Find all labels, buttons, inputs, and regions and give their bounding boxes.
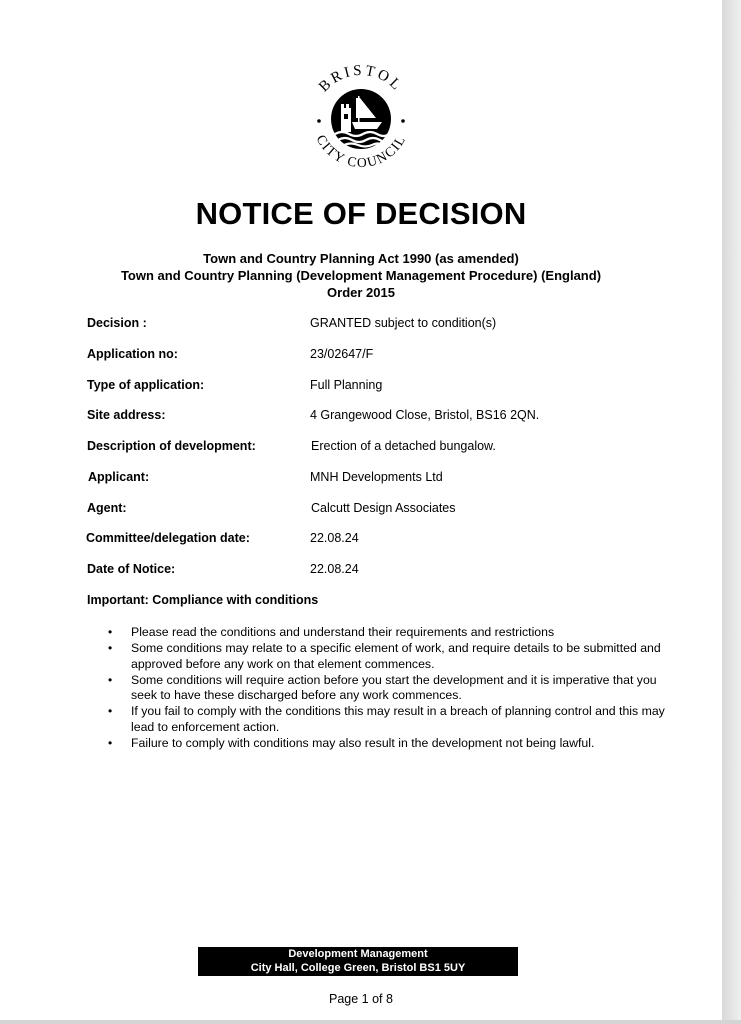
- decision-value: GRANTED subject to condition(s): [310, 316, 497, 330]
- footer-department: Development Management: [288, 948, 428, 960]
- application-type-value: Full Planning: [310, 378, 383, 392]
- decision-label: Decision :: [87, 316, 147, 330]
- committee-date-label: Committee/delegation date:: [86, 531, 250, 545]
- footer-address: City Hall, College Green, Bristol BS1 5UY: [250, 961, 466, 974]
- legislation-subtitle: [80, 250, 642, 301]
- svg-text:CITY COUNCIL: CITY COUNCIL: [313, 132, 409, 171]
- agent-label: Agent:: [87, 501, 127, 515]
- list-item: • Please read the conditions and understand their requirements and restrictions: [108, 625, 668, 641]
- notice-date-value: 22.08.24: [310, 562, 359, 576]
- subtitle-line-1: Town and Country Planning Act 1990 (as amended): [203, 251, 519, 266]
- committee-date-value: 22.08.24: [310, 531, 359, 545]
- svg-text:BRISTOL: BRISTOL: [316, 62, 406, 96]
- applicant-label: Applicant:: [88, 470, 150, 484]
- site-address-value: 4 Grangewood Close, Bristol, BS16 2QN.: [310, 408, 540, 422]
- viewer-background: [722, 0, 741, 1024]
- list-item: • Some conditions will require action before you start the development and it is imperative that you seek to have these discharged before any work commences.: [108, 673, 668, 704]
- list-item: • Some conditions may relate to a specific element of work, and require details to be submitted and approved before any work on that element commences.: [108, 641, 668, 672]
- applicant-value: MNH Developments Ltd: [310, 470, 443, 484]
- subtitle-line-2: Town and Country Planning (Development Management Procedure) (England): [120, 268, 602, 283]
- page-title: NOTICE OF DECISION: [195, 196, 527, 231]
- page-number: Page 1 of 8: [329, 992, 393, 1006]
- compliance-heading: Important: Compliance with conditions: [87, 593, 319, 607]
- bristol-city-council-logo: [298, 58, 424, 184]
- development-description-value: Erection of a detached bungalow.: [311, 439, 496, 453]
- development-description-label: Description of development:: [87, 439, 256, 453]
- page-bottom-edge: [0, 1020, 741, 1024]
- list-item: • If you fail to comply with the conditions this may result in a breach of planning control and this may lead to enforcement action.: [108, 704, 668, 735]
- list-item: • Failure to comply with conditions may also result in the development not being lawful.: [108, 736, 668, 752]
- application-type-label: Type of application:: [87, 378, 205, 392]
- compliance-list: [108, 625, 668, 752]
- subtitle-line-3: Order 2015: [327, 285, 395, 300]
- footer-address-box: [198, 947, 518, 976]
- application-no-label: Application no:: [87, 347, 178, 361]
- agent-value: Calcutt Design Associates: [311, 501, 456, 515]
- application-no-value: 23/02647/F: [310, 347, 374, 361]
- notice-date-label: Date of Notice:: [87, 562, 176, 576]
- site-address-label: Site address:: [87, 408, 166, 422]
